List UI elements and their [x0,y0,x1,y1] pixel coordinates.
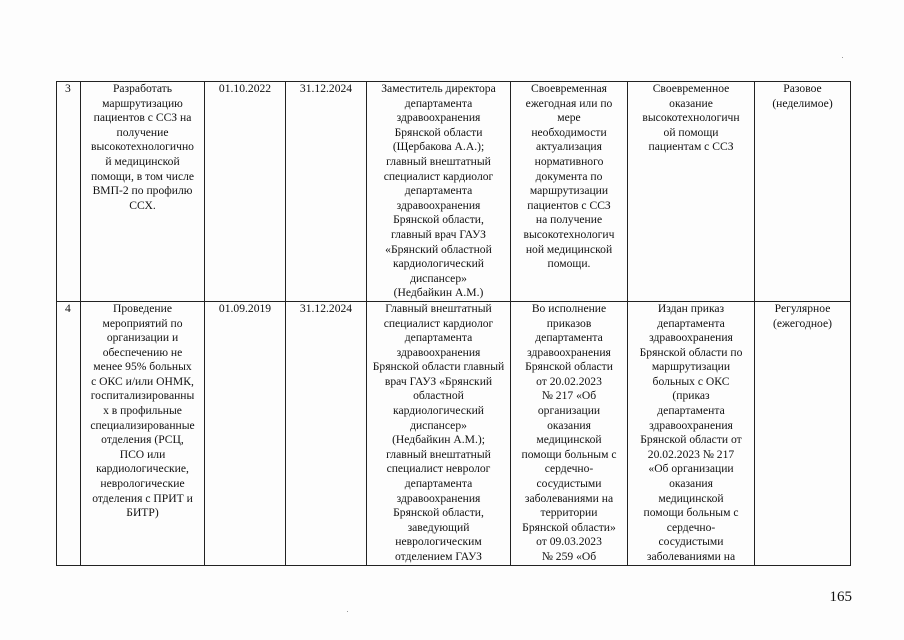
frequency-cell: Разовое (неделимое) [755,82,851,302]
characteristic-cell: Своевременная ежегодная или по мере необходимости актуализация нормативного документа по маршрутизации пациентов с ССЗ на получение высокотехнологич ной медицинской помощи. [511,82,628,302]
responsible-cell: Главный внештатный специалист кардиолог департамента здравоохранения Брянской области главный врач ГАУЗ «Брянский областной кардиологический диспансер» (Недбайкин А.М.); главный внештатный специалист невролог департамента здравоохранения Брянской области, заведующий неврологическим отделением ГАУЗ [367,301,511,565]
task-cell: Разработать маршрутизацию пациентов с ССЗ на получение высокотехнологично й медицинской помощи, в том числе ВМП-2 по профилю ССХ. [81,82,205,302]
row-number-cell: 3 [57,82,81,302]
result-cell: Своевременное оказание высокотехнологичн ой помощи пациентам с ССЗ [628,82,755,302]
activity-plan-table [56,81,851,566]
result-cell: Издан приказ департамента здравоохранения Брянской области по маршрутизации больных с ОКС (приказ департамента здравоохранения Брянской области от 20.02.2023 № 217 «Об организации оказания медицинской помощи больным с сердечно- сосудистыми заболеваниями на [628,301,755,565]
start-date-cell: 01.10.2022 [205,82,286,302]
table-row [57,82,851,302]
end-date-cell: 31.12.2024 [286,301,367,565]
characteristic-cell: Во исполнение приказов департамента здравоохранения Брянской области от 20.02.2023 № 217 «Об организации оказания медицинской помощи больным с сердечно- сосудистыми заболеваниями на территории Брянской области» от 09.03.2023 № 259 «Об [511,301,628,565]
table-row [57,301,851,565]
row-number-cell: 4 [57,301,81,565]
task-cell: Проведение мероприятий по организации и обеспечению не менее 95% больных с ОКС и/или ОНМК, госпитализированны х в профильные специализированные отделения (РСЦ, ПСО или кардиологические, неврологические отделения с ПРИТ и БИТР) [81,301,205,565]
scan-speck [347,611,348,612]
frequency-cell: Регулярное (ежегодное) [755,301,851,565]
end-date-cell: 31.12.2024 [286,82,367,302]
responsible-cell: Заместитель директора департамента здравоохранения Брянской области (Щербакова А.А.); главный внештатный специалист кардиолог департамента здравоохранения Брянской области, главный врач ГАУЗ «Брянский областной кардиологический диспансер» (Недбайкин А.М.) [367,82,511,302]
start-date-cell: 01.09.2019 [205,301,286,565]
scan-speck [842,57,843,58]
page-number: 165 [829,589,852,605]
